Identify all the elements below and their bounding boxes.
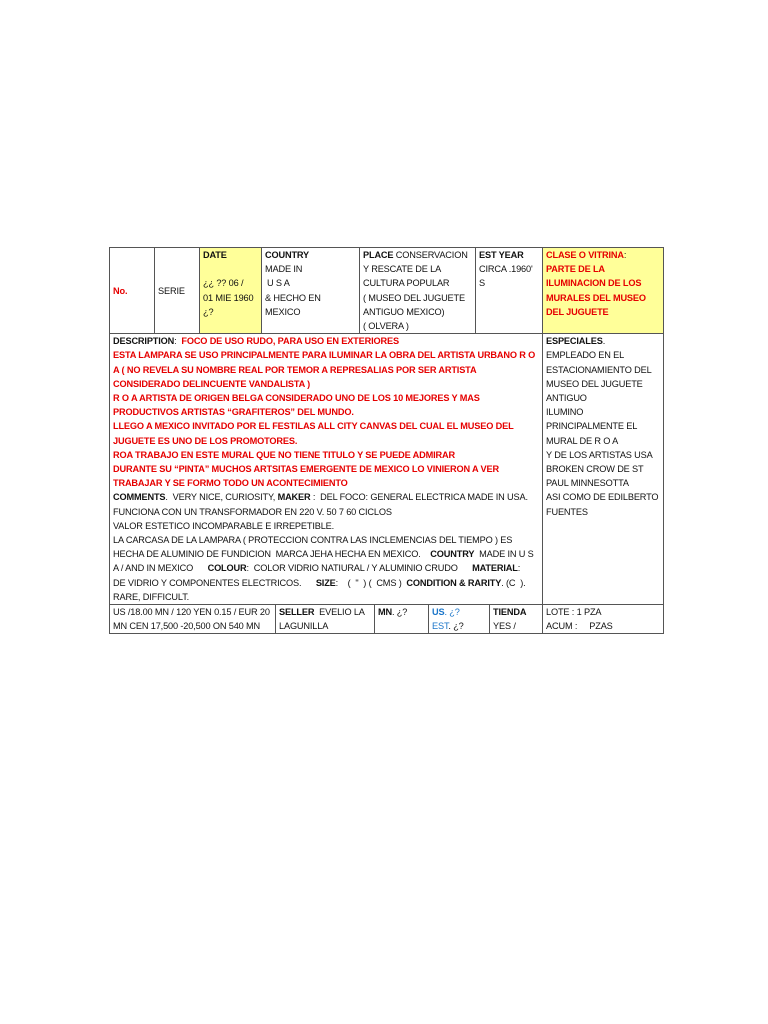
- vidrio-text: DE VIDRIO Y COMPONENTES ELECTRICOS.: [113, 577, 316, 588]
- place-line: ANTIGUO MEXICO): [363, 306, 445, 317]
- description-cell: [110, 334, 543, 604]
- seller-first: EVELIO LA: [314, 607, 365, 618]
- tienda-value: YES /: [493, 621, 516, 632]
- est-year-line: CIRCA .1960': [479, 264, 533, 275]
- date-label: DATE: [203, 250, 227, 260]
- especiales-line: BROKEN CROW DE ST: [546, 464, 644, 475]
- maker-label: MAKER: [277, 492, 311, 503]
- country-line: U S A: [267, 278, 290, 289]
- country-line: MEXICO: [265, 306, 301, 317]
- especiales-line: PRINCIPALMENTE EL: [546, 421, 638, 432]
- size-line: [113, 576, 539, 590]
- description-line: R O A ARTISTA DE ORIGEN BELGA CONSIDERADO UNO DE LOS 10 MEJORES Y MAS: [113, 393, 480, 404]
- description-line: A ( NO REVELA SU NOMBRE REAL POR TEMOR A REPRESALIAS POR SER ARTISTA: [113, 364, 477, 375]
- description-first: FOCO DE USO RUDO, PARA USO EN EXTERIORES: [181, 336, 399, 347]
- description-plain-line: FUNCIONA CON UN TRANSFORMADOR EN 220 V. 50 7 60 CICLOS: [113, 506, 392, 517]
- clase-cell: [543, 248, 664, 334]
- description-line: JUGUETE ES UNO DE LOS PROMOTORES.: [113, 435, 298, 446]
- date-line: 01 MIE 1960: [203, 292, 254, 303]
- est-year-cell: [476, 248, 543, 334]
- material-colon: :: [517, 563, 521, 574]
- clase-label: CLASE O VITRINA: [546, 250, 624, 260]
- size-label: SIZE: [315, 577, 336, 588]
- est-year-line: S: [479, 278, 485, 289]
- country-line: & HECHO EN: [265, 292, 321, 303]
- aluminio-text: HECHA DE ALUMINIO DE FUNDICION MARCA JEHA HECHA EN MEXICO.: [113, 549, 431, 560]
- country-text-inline: MADE IN U S: [474, 549, 534, 560]
- condition-label: CONDITION & RARITY: [406, 577, 502, 588]
- especiales-line: EMPLEADO EN EL: [546, 350, 625, 361]
- description-line: PRODUCTIVOS ARTISTAS “GRAFITEROS” DEL MUNDO.: [113, 407, 354, 418]
- rare-text: RARE, DIFFICULT.: [113, 591, 190, 602]
- description-line: ESTA LAMPARA SE USO PRINCIPALMENTE PARA ILUMINAR LA OBRA DEL ARTISTA URBANO R O: [113, 350, 536, 361]
- colour-text: : COLOR VIDRIO NATIURAL / Y ALUMINIO CRUDO: [246, 563, 473, 574]
- price-line: MN CEN 17,500 -20,500 ON 540 MN: [113, 621, 261, 632]
- lote-text: LOTE : 1 PZA: [546, 607, 602, 618]
- place-line: ( MUSEO DEL JUGUETE: [363, 292, 465, 303]
- serie-cell: [155, 248, 200, 334]
- place-cell: [360, 248, 476, 334]
- especiales-line: Y DE LOS ARTISTAS USA: [546, 449, 653, 460]
- date-cell: [200, 248, 262, 334]
- comments-label: COMMENTS: [113, 492, 166, 503]
- place-label: PLACE: [363, 250, 394, 260]
- mn-cell: [375, 605, 429, 634]
- est-year-label: EST YEAR: [479, 250, 524, 260]
- us-label: US: [432, 607, 445, 618]
- place-line: CULTURA POPULAR: [363, 278, 450, 289]
- place-line: Y RESCATE DE LA: [363, 264, 442, 275]
- comments-text: . VERY NICE, CURIOSITY,: [165, 492, 278, 503]
- aluminio-line: [113, 547, 539, 561]
- condition-text: . (C ).: [501, 577, 526, 588]
- date-line: ¿¿ ?? 06 /: [203, 278, 244, 289]
- especiales-line: FUENTES: [546, 506, 588, 517]
- especiales-line: PAUL MINNESOTTA: [546, 478, 629, 489]
- especiales-period: .: [602, 336, 606, 347]
- us-value: . ¿?: [444, 607, 460, 618]
- comments-line: [113, 490, 539, 504]
- description-table: [109, 334, 664, 605]
- clase-line: ILUMINACION DE LOS: [546, 278, 642, 289]
- clase-line: PARTE DE LA: [546, 264, 605, 275]
- price-cell: [110, 605, 276, 634]
- header-table: [109, 247, 664, 334]
- description-line: DURANTE SU “PINTA” MUCHOS ARTSITAS EMERGENTE DE MEXICO LO VINIERON A VER: [113, 464, 499, 475]
- seller-cell: [276, 605, 375, 634]
- clase-colon: :: [623, 250, 627, 260]
- price-line: US /18.00 MN / 120 YEN 0.15 / EUR 20: [113, 607, 270, 618]
- description-plain-line: LA CARCASA DE LA LAMPARA ( PROTECCION CONTRA LAS INCLEMENCIAS DEL TIEMPO ) ES: [113, 535, 513, 546]
- country-label: COUNTRY: [265, 250, 310, 260]
- description-line: ROA TRABAJO EN ESTE MURAL QUE NO TIENE TITULO Y SE PUEDE ADMIRAR: [113, 449, 455, 460]
- description-colon: :: [174, 336, 177, 347]
- material-label: MATERIAL: [472, 563, 518, 574]
- especiales-line: ILUMINO: [546, 407, 584, 418]
- est-value: . ¿?: [448, 621, 464, 632]
- description-line: CONSIDERADO DELINCUENTE VANDALISTA ): [113, 378, 311, 389]
- description-line: TRABAJAR Y SE FORMO TODO UN ACONTECIMIENTO: [113, 478, 348, 489]
- country-line: MADE IN: [265, 264, 303, 275]
- seller-second: LAGUNILLA: [279, 621, 329, 632]
- place-first: CONSERVACION: [395, 250, 468, 260]
- size-text: : ( " ) ( CMS ): [335, 577, 407, 588]
- description-line: LLEGO A MEXICO INVITADO POR EL FESTILAS ALL CITY CANVAS DEL CUAL EL MUSEO DEL: [113, 421, 514, 432]
- especiales-cell: [543, 334, 664, 604]
- maker-text: : DEL FOCO: GENERAL ELECTRICA MADE IN USA.: [310, 492, 528, 503]
- description-plain-line: VALOR ESTETICO INCOMPARABLE E IRREPETIBLE.: [113, 520, 335, 531]
- colour-label: COLOUR: [207, 563, 247, 574]
- especiales-line: ESTACIONAMIENTO DEL: [546, 364, 652, 375]
- acum-text: ACUM : PZAS: [546, 621, 613, 632]
- country-label-inline: COUNTRY: [430, 549, 475, 560]
- tienda-cell: [490, 605, 543, 634]
- lote-cell: [543, 605, 664, 634]
- footer-table: [109, 605, 664, 634]
- catalog-sheet: [109, 247, 663, 634]
- seller-label: SELLER: [279, 607, 315, 618]
- and-text: A / AND IN MEXICO: [113, 563, 208, 574]
- mn-value: . ¿?: [392, 607, 408, 618]
- especiales-line: MURAL DE R O A: [546, 435, 619, 446]
- serie-label: SERIE: [158, 285, 185, 296]
- country-cell: [262, 248, 360, 334]
- especiales-line: ASI COMO DE EDILBERTO: [546, 492, 659, 503]
- especiales-label: ESPECIALES: [546, 336, 603, 347]
- no-cell: [110, 248, 155, 334]
- tienda-label: TIENDA: [493, 607, 527, 618]
- date-line: ¿?: [203, 306, 214, 317]
- place-line: ( OLVERA ): [363, 321, 409, 332]
- especiales-line: ANTIGUO: [546, 393, 587, 404]
- clase-line: MURALES DEL MUSEO: [546, 292, 646, 303]
- especiales-line: MUSEO DEL JUGUETE: [546, 378, 643, 389]
- clase-line: DEL JUGUETE: [546, 306, 609, 317]
- colour-line: [113, 561, 539, 575]
- description-label: DESCRIPTION: [113, 336, 175, 347]
- mn-label: MN: [378, 607, 392, 618]
- us-est-cell: [429, 605, 490, 634]
- est-label: EST: [432, 621, 449, 632]
- no-label: No.: [113, 285, 128, 296]
